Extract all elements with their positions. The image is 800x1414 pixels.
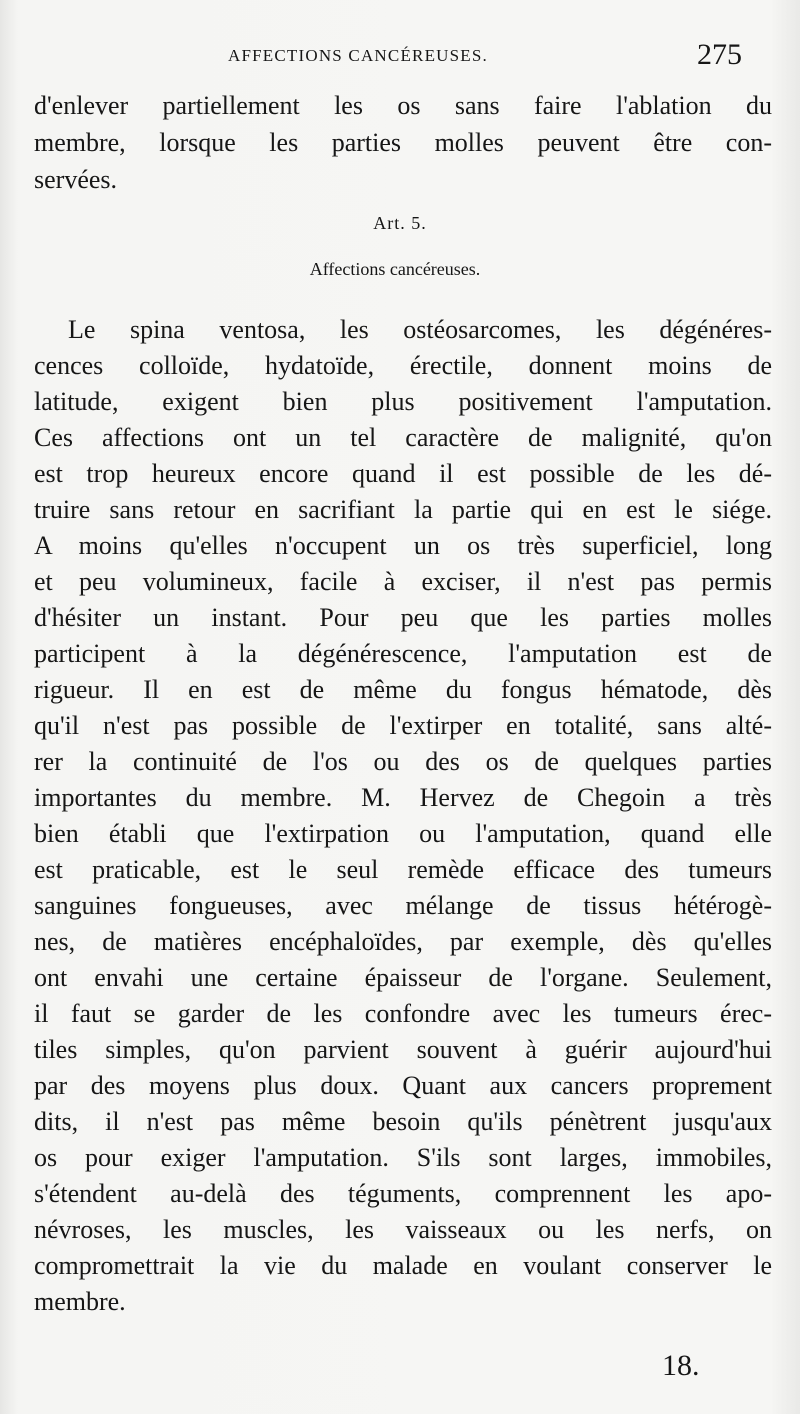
text-line: est trop heureux encore quand il est possible de les dé- [34, 459, 772, 488]
text-line: d'enlever partiellement les os sans faire l'ablation du [34, 91, 772, 120]
text-line: compromettrait la vie du malade en voulant conserver le [34, 1251, 772, 1280]
text-line: membre. [34, 1287, 126, 1316]
text-line: rigueur. Il en est de même du fongus hématode, dès [34, 675, 772, 704]
page-header [30, 38, 742, 78]
text-line: servées. [34, 165, 118, 194]
text-line: sanguines fongueuses, avec mélange de tissus hétérogè- [34, 891, 772, 920]
text-line: truire sans retour en sacrifiant la partie qui en est le siége. [34, 495, 772, 524]
text-line: bien établi que l'extirpation ou l'amputation, quand elle [34, 819, 772, 848]
text-line: qu'il n'est pas possible de l'extirper en totalité, sans alté- [34, 711, 772, 740]
text-line: nes, de matières encéphaloïdes, par exemple, dès qu'elles [34, 927, 772, 956]
text-line: s'étendent au-delà des téguments, comprennent les apo- [34, 1179, 772, 1208]
text-line: A moins qu'elles n'occupent un os très superficiel, long [34, 531, 772, 560]
text-line: participent à la dégénérescence, l'amputation est de [34, 639, 772, 668]
text-line: par des moyens plus doux. Quant aux cancers proprement [34, 1071, 772, 1100]
running-head: AFFECTIONS CANCÉREUSES. [228, 46, 488, 65]
text-line: Le spina ventosa, les ostéosarcomes, les dégénéres- [68, 315, 772, 344]
text-line: importantes du membre. M. Hervez de Chegoin a très [34, 783, 772, 812]
section-title: Affections cancéreuses. [309, 259, 481, 279]
text-line: tiles simples, qu'on parvient souvent à guérir aujourd'hui [34, 1035, 772, 1064]
text-line: membre, lorsque les parties molles peuvent être con- [34, 128, 772, 157]
text-line: latitude, exigent bien plus positivement l'amputation. [34, 387, 772, 416]
text-line: ont envahi une certaine épaisseur de l'organe. Seulement, [34, 963, 772, 992]
text-line: Ces affections ont un tel caractère de malignité, qu'on [34, 423, 772, 452]
text-line: os pour exiger l'amputation. S'ils sont larges, immobiles, [34, 1143, 772, 1172]
text-line: névroses, les muscles, les vaisseaux ou les nerfs, on [34, 1215, 772, 1244]
text-line: est praticable, est le seul remède efficace des tumeurs [34, 855, 772, 884]
article-number: Art. 5. [373, 213, 427, 233]
text-line: dits, il n'est pas même besoin qu'ils pénètrent jusqu'aux [34, 1107, 772, 1136]
signature-mark: 18. [662, 1349, 700, 1382]
text-line: d'hésiter un instant. Pour peu que les parties molles [34, 603, 772, 632]
text-line: et peu volumineux, facile à exciser, il n'est pas permis [34, 567, 772, 596]
text-line: cences colloïde, hydatoïde, érectile, donnent moins de [34, 351, 772, 380]
text-line: il faut se garder de les confondre avec les tumeurs érec- [34, 999, 772, 1028]
page-number: 275 [697, 38, 742, 71]
text-line: rer la continuité de l'os ou des os de quelques parties [34, 747, 772, 776]
